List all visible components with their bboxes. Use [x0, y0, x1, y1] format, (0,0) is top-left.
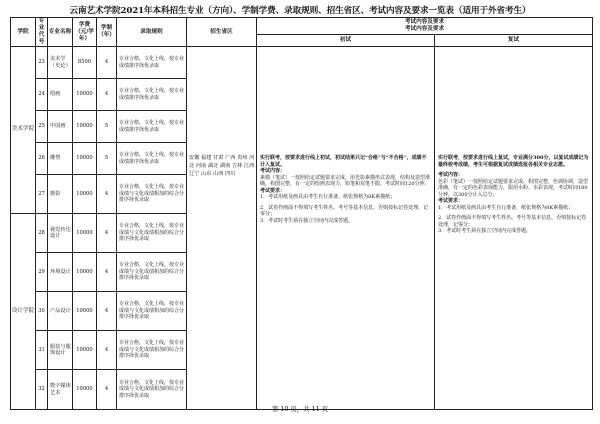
first-exam-cell [257, 47, 435, 410]
admission-rule: 专业合格，文化上线，按专业成绩与文化成绩相加的综合分排序择优录取 [117, 331, 187, 370]
first-exam-content: 素描（笔试）一按照给定试题要求完成，用光影素描形式表现，结构及造型准确，构图完整，有一定的绘画表现力，铅笔和炭笔不限，考试时间120分钟。 [260, 174, 431, 187]
major-fee: 10000 [73, 111, 97, 143]
major-fee: 10000 [73, 143, 97, 175]
major-name: 绘画 [48, 79, 73, 111]
enrollment-provinces: 安徽 福建 甘肃 广西 贵州 河北 河南 湖北 湖南 吉林 江西 辽宁 山东 山西 四川 [187, 47, 257, 410]
major-code: 27 [36, 175, 48, 214]
major-code: 28 [36, 214, 48, 253]
header-major: 专业名称 [48, 18, 73, 47]
header-college: 学院 [11, 18, 36, 47]
major-years: 5 [97, 111, 117, 143]
table-row [11, 47, 593, 79]
first-exam-req-3: 3．考试时考生须在独立空间内完成答题。 [260, 217, 354, 224]
header-code: 专业代号 [36, 18, 48, 47]
second-exam-req-3: 3．考试时考生须在独立空间内完成答题。 [438, 228, 532, 234]
second-exam-req-title: 考试要求： [438, 198, 464, 204]
major-code: 32 [36, 370, 48, 410]
first-exam-content-title: 考试内容： [260, 168, 286, 174]
second-exam-content-title: 考试内容： [438, 172, 464, 178]
header-exam-group [257, 18, 593, 35]
major-years: 4 [97, 47, 117, 79]
admission-rule: 专业合格，文化上线，按专业成绩排序择优录取 [117, 47, 187, 79]
major-fee: 10000 [73, 79, 97, 111]
major-fee: 10000 [73, 175, 97, 214]
second-exam-content: 色彩（笔试）一按照给定试题要求完成，构图完整，色调协调，造型准确，有一定的色彩表现能力，限用水粉、水彩表现，考试时间180分钟，以300分计入总分。 [438, 178, 589, 198]
major-years: 4 [97, 214, 117, 253]
admission-table [10, 17, 593, 410]
major-code: 29 [36, 253, 48, 292]
major-years: 4 [97, 331, 117, 370]
major-years: 4 [97, 79, 117, 111]
major-code: 24 [36, 79, 48, 111]
header-exam-group-line2: 考试内容及要求 [404, 25, 445, 32]
major-name: 视觉传达设计 [48, 214, 73, 253]
page-title: 云南艺术学院2021年本科招生专业（方向）、学制学费、录取规则、招生省区、考试内容及要求一览表（适用于外省考生） [69, 6, 531, 16]
admission-rule: 专业合格，文化上线，按专业成绩与文化成绩相加的综合分排序择优录取 [117, 175, 187, 214]
first-exam-req-2: 2．试卷作画面不得填写考生姓名、考号等基本信息，否则按标记卷处理，记零分； [260, 204, 429, 217]
major-name: 产品设计 [48, 292, 73, 331]
admission-rule: 专业合格，文化上线，按专业成绩与文化成绩相加的综合分排序择优录取 [117, 214, 187, 253]
major-name: 雕塑 [48, 143, 73, 175]
second-exam-intro: 实行联考，按要求进行线上复试，专业满分300分，以复试成绩记为最终校考成绩，考生可根据复试成绩选报各相关专业志愿。 [438, 155, 589, 168]
header-first-exam: 初试 [257, 34, 435, 46]
major-fee: 10000 [73, 214, 97, 253]
page-number: 第 10 页，共 11 页 [271, 405, 329, 413]
admission-rule: 专业合格，文化上线，按专业成绩排序择优录取 [117, 143, 187, 175]
major-code: 30 [36, 292, 48, 331]
major-years: 5 [97, 143, 117, 175]
major-name: 环境设计 [48, 253, 73, 292]
college-design [11, 214, 36, 410]
college-fine-arts [11, 47, 36, 214]
first-exam-req-1: 1．考试用纸及画具由考生自行准备，纸张规格为8K素描纸； [260, 194, 396, 200]
college-fine-arts-label: 美术学院 [11, 126, 35, 133]
major-fee: 10000 [73, 331, 97, 370]
major-fee: 10000 [73, 370, 97, 410]
header-second-exam: 复试 [435, 34, 593, 46]
second-exam-req-1: 1．考试用纸及画具由考生自行准备，纸张规格为8K素描纸； [438, 204, 574, 211]
major-name: 美术学（史论） [48, 47, 73, 79]
first-exam-intro: 实行联考，按要求进行线上初试，初试结果只记“合格”与“不合格”，成绩不计入复试。 [260, 155, 427, 168]
header-areas: 招生省区 [187, 18, 257, 47]
major-years: 4 [97, 253, 117, 292]
header-fee: 学费（元/学年） [73, 18, 97, 47]
header-exam-group-line1: 考试内容及要求 [404, 18, 445, 25]
second-exam-req-2: 2．试卷作画面不得填写考生姓名、考号等基本信息，否则按标记卷处理，记零分； [438, 215, 587, 228]
header-rule: 录取规则 [117, 18, 187, 47]
major-years: 4 [97, 292, 117, 331]
major-code: 23 [36, 47, 48, 79]
major-fee: 10000 [73, 253, 97, 292]
major-years: 4 [97, 175, 117, 214]
major-fee: 10000 [73, 292, 97, 331]
admission-rule: 专业合格，文化上线，按专业成绩与文化成绩相加的综合分排序择优录取 [117, 292, 187, 331]
admission-rule: 专业合格，文化上线，按专业成绩排序择优录取 [117, 111, 187, 143]
major-years: 4 [97, 370, 117, 410]
first-exam-req-title: 考试要求： [260, 187, 286, 194]
major-code: 25 [36, 111, 48, 143]
major-name: 服装与服饰设计 [48, 331, 73, 370]
college-design-label: 设计学院 [11, 307, 35, 314]
major-fee: 8500 [73, 47, 97, 79]
admission-rule: 专业合格，文化上线，按专业成绩排序择优录取 [117, 79, 187, 111]
major-name: 数字媒体艺术 [48, 370, 73, 410]
admission-rule: 专业合格，文化上线，按专业成绩与文化成绩相加的综合分排序择优录取 [117, 370, 187, 410]
header-years: 学制（年） [97, 18, 117, 47]
major-name: 中国画 [48, 111, 73, 143]
major-name: 摄影 [48, 175, 73, 214]
major-code: 31 [36, 331, 48, 370]
second-exam-cell [435, 47, 593, 410]
admission-rule: 专业合格，文化上线，按专业成绩与文化成绩相加的综合分排序择优录取 [117, 253, 187, 292]
major-code: 26 [36, 143, 48, 175]
